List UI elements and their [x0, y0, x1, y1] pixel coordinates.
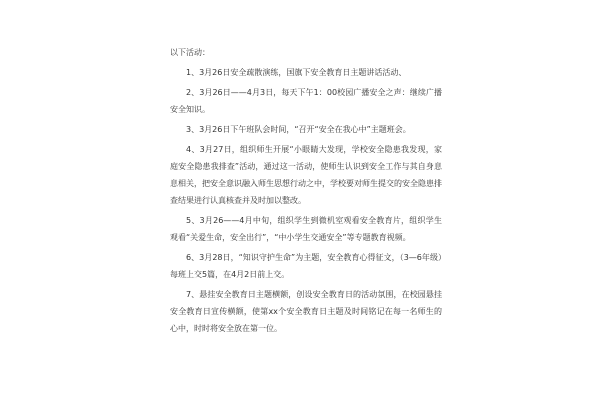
activity-item-6: 6、3月28日，“知识守护生命”为主题，安全教育心得征文，（3—6年级）每班上交5篇，在4月2日前上交。	[170, 253, 442, 279]
activity-item-3: 3、3月26日下午班队会时间，“召开“安全在我心中”主题班会。	[186, 125, 411, 134]
activity-item-1: 1、3月26日安全疏散演练，国旗下安全教育日主题讲话活动、	[186, 68, 407, 77]
activity-item-4: 4、3月27日，组织师生开展“小眼睛大发现，学校安全隐患我发现，家庭安全隐患我排查”活动，通过这一活动，使师生认识到安全工作与其自身息息相关，把安全意识融入师生思想行动之中，学校要对师生提交的安全隐患排查结果进行认真核查并及时加以整改。	[170, 145, 442, 205]
document-body	[170, 44, 442, 340]
activity-item-2: 2、3月26日——4月3日，每天下午1：00校园广播安全之声：继续广播安全知识。	[170, 88, 442, 114]
activity-item-5: 5、3月26——4月中旬，组织学生到微机室观看安全教育片，组织学生观看“关爱生命，安全出行”，“中小学生交通安全”等专题教育视频。	[170, 216, 442, 242]
activity-item-7: 7、悬挂安全教育日主题横额，创设安全教育日的活动氛围，在校园悬挂安全教育日宣传横额，使第xx个安全教育日主题及时间铭记在每一名师生的心中，时时将安全放在第一位。	[170, 290, 442, 333]
intro-line: 以下活动：	[170, 48, 210, 57]
